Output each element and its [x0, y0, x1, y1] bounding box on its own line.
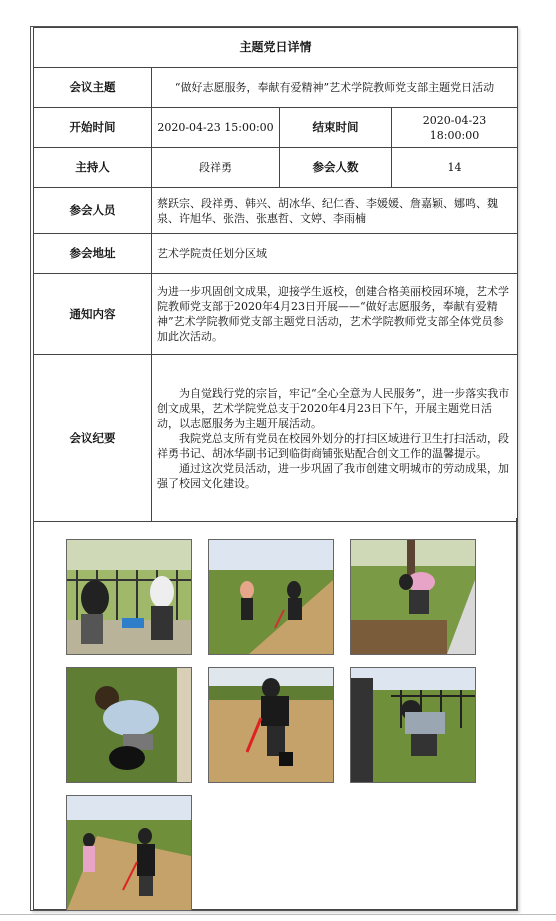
minutes-paragraph: 我院党总支所有党员在校园外划分的打扫区域进行卫生打扫活动，段祥勇书记、胡冰华副书记到临街商铺张贴配合创文工作的温馨提示。 — [157, 431, 509, 460]
end-time-value: 2020-04-23 18:00:00 — [392, 108, 518, 148]
minutes-label: 会议纪要 — [34, 355, 152, 522]
topic-label: 会议主题 — [34, 68, 152, 108]
photo-bush-litter-picking[interactable] — [66, 667, 192, 783]
start-time-value: 2020-04-23 15:00:00 — [152, 108, 280, 148]
photo-flowerbed-cleaning[interactable] — [350, 539, 476, 655]
topic-value: “做好志愿服务，奉献有爱精神”艺术学院教师党支部主题党日活动 — [152, 68, 518, 108]
photo-street-sweeping[interactable] — [66, 795, 192, 911]
photo-fence-weeding[interactable] — [350, 667, 476, 783]
host-label: 主持人 — [34, 148, 152, 188]
location-value: 艺术学院责任划分区域 — [152, 234, 518, 274]
page-bottom-rule — [0, 914, 556, 915]
attendees-label: 参会人员 — [34, 188, 152, 234]
minutes-paragraph: 通过这次党员活动，进一步巩固了我市创建文明城市的劳动成果，加强了校园文化建设。 — [157, 461, 509, 490]
photo-red-broom-sweeping[interactable] — [208, 667, 334, 783]
detail-table — [33, 27, 518, 522]
photo-gallery — [33, 518, 517, 910]
notice-label: 通知内容 — [34, 274, 152, 355]
minutes-paragraph: 为自觉践行党的宗旨，牢记“全心全意为人民服务”，进一步落实我市创文成果，艺术学院党总支于2020年4月23日下午，开展主题党日活动，以志愿服务为主题开展活动。 — [157, 386, 510, 430]
end-time-label: 结束时间 — [280, 108, 392, 148]
location-label: 参会地址 — [34, 234, 152, 274]
start-time-label: 开始时间 — [34, 108, 152, 148]
attendee-count-value: 14 — [392, 148, 518, 188]
photo-volunteers-fence[interactable] — [66, 539, 192, 655]
notice-value: 为进一步巩固创文成果，迎接学生返校，创建合格美丽校园环境，艺术学院教师党支部于2020年4月23日开展——“做好志愿服务，奉献有爱精神”艺术学院教师党支部主题党日活动，艺术学院教师党支部全体党员参加此次活动。 — [152, 274, 518, 355]
page-title: 主题党日详情 — [34, 28, 518, 68]
attendees-value: 蔡跃宗、段祥勇、韩兴、胡冰华、纪仁香、李媛媛、詹嘉颖、娜鸣、魏泉、许旭华、张浩、张惠哲、文婷、李雨楠 — [152, 188, 518, 234]
photo-sidewalk-sweeping[interactable] — [208, 539, 334, 655]
attendee-count-label: 参会人数 — [280, 148, 392, 188]
minutes-value — [152, 355, 518, 522]
host-value: 段祥勇 — [152, 148, 280, 188]
